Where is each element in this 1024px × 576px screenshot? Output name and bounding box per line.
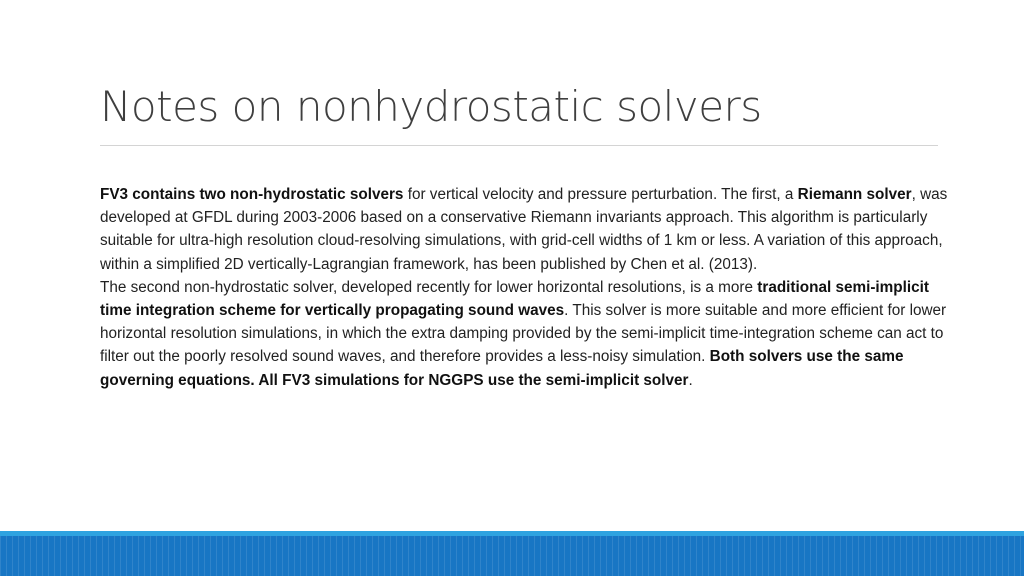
bold-phrase: FV3 contains two non-hydrostatic solvers (100, 186, 404, 203)
footer-bar (0, 536, 1024, 576)
title-divider (100, 145, 938, 146)
text-run: The second non-hydrostatic solver, developed recently for lower horizontal resolutions, is a more (100, 278, 758, 296)
text-run: , was developed at GFDL during 2003-2006 based on a conservative Riemann invariants approach. This algorithm is particularly suitable for ultra-high resolution cloud-resolving simulations, with grid-cell widths of 1 km or less. A variation of this approach, within a simplified 2D vertically-Lagrangian framework, has been published by Chen et al. (2013). (100, 186, 948, 273)
slide-body (100, 183, 950, 392)
text-run: . This solver is more suitable and more efficient for lower horizontal resolution simulations, in which the extra damping provided by the semi-implicit time-integration scheme can act to filter out the poorly resolved sound waves, and therefore provides a less-noisy simulation. (100, 302, 947, 366)
bold-phrase: Both solvers use the same governing equations. All FV3 simulations for NGGPS use the semi-implicit solver (100, 348, 904, 389)
text-run: for vertical velocity and pressure perturbation. The first, a (403, 186, 798, 203)
bold-phrase: Riemann solver (797, 186, 912, 203)
bold-phrase: traditional semi-implicit time integration scheme for vertically propagating sound waves (100, 278, 929, 320)
paragraph-riemann-solver (100, 183, 950, 276)
text-run: . (688, 371, 693, 389)
paragraph-semi-implicit-solver (100, 276, 950, 392)
slide-title: Notes on nonhydrostatic solvers (100, 82, 762, 131)
